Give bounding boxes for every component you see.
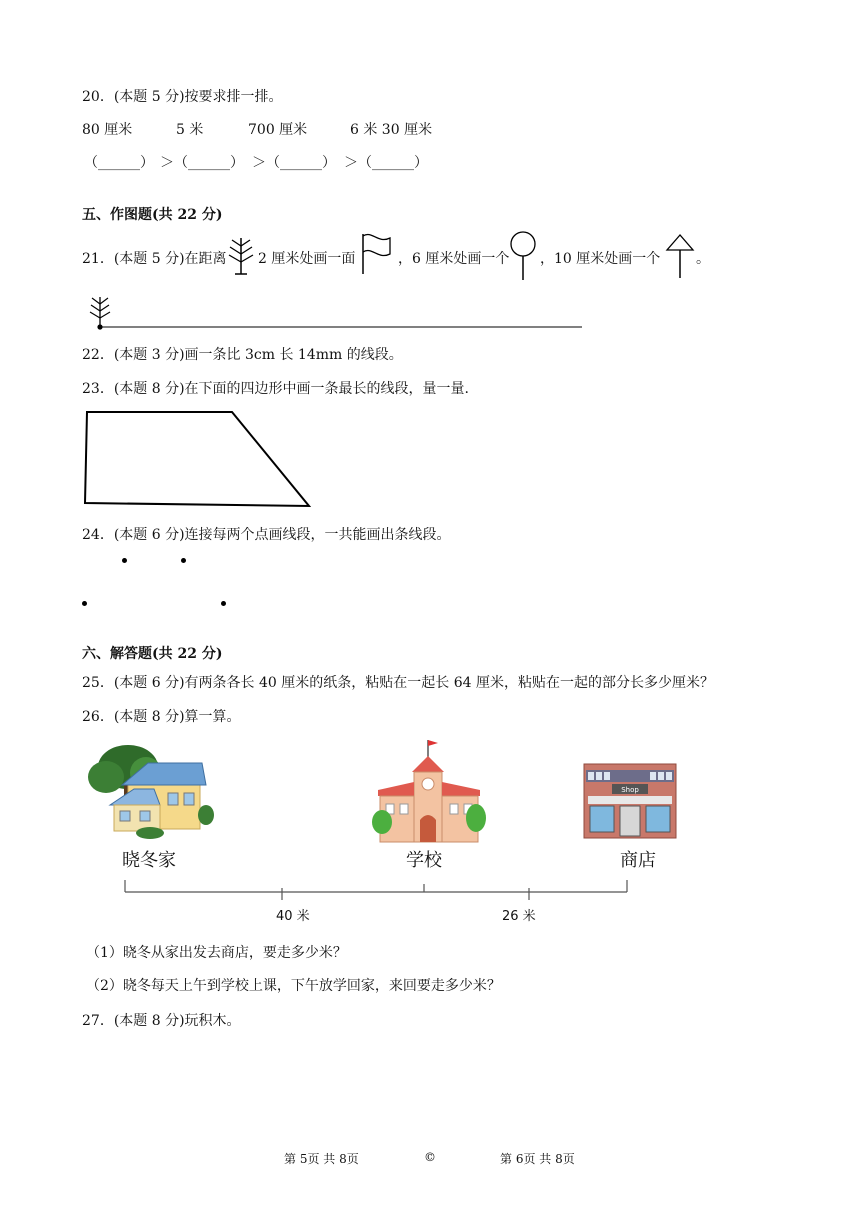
length-item-3: 700 厘米 [248,122,308,138]
quadrilateral[interactable] [84,410,314,510]
question-26-sub-2: （2）晓冬每天上午到学校上课，下午放学回家，来回要走多少米？ [86,978,501,994]
house-illustration [84,745,216,841]
drawing-line[interactable] [84,294,590,334]
place-label-school: 学校 [406,850,442,871]
question-21-text-4: ，10 厘米处画一个 [540,251,661,267]
triangle-sign-icon [664,232,696,280]
answer-blank-3[interactable]: ＞（______） [252,155,336,171]
school-illustration [372,738,488,844]
distance-school-shop: 26 米 [502,909,536,924]
question-26-sub-1: （1）晓冬从家出发去商店，要走多少米？ [86,945,347,961]
point-1[interactable] [122,558,127,563]
question-24-title: 24．(本题 6 分)连接每两个点画线段，一共能画出条线段。 [82,527,451,543]
question-27-title: 27．(本题 8 分)玩积木。 [82,1013,241,1029]
question-21-text-2: 2 厘米处画一面 [258,251,356,267]
footer-page-left: 第 5页 共 8页 [284,1152,359,1166]
question-23-title: 23．(本题 8 分)在下面的四边形中画一条最长的线段，量一量. [82,381,469,397]
shop-sign-text: Shop [621,786,639,794]
length-item-1: 80 厘米 [82,122,133,138]
length-item-4: 6 米 30 厘米 [350,122,433,138]
point-3[interactable] [82,601,87,606]
place-label-home: 晓冬家 [122,850,176,871]
question-21-text-1: 21．(本题 5 分)在距离 [82,251,227,267]
question-21-text-5: 。 [696,251,710,267]
footer-copyright: © [424,1150,436,1164]
distance-brace [122,878,634,900]
answer-blank-2[interactable]: ＞（______） [160,155,244,171]
point-4[interactable] [221,601,226,606]
answer-blank-4[interactable]: ＞（______） [344,155,428,171]
flag-icon [360,232,396,276]
question-22-title: 22．(本题 3 分)画一条比 3cm 长 14mm 的线段。 [82,347,403,363]
question-21-text-3: ，6 厘米处画一个 [398,251,510,267]
length-item-2: 5 米 [176,122,204,138]
point-2[interactable] [181,558,186,563]
question-20-title: 20．(本题 5 分)按要求排一排。 [82,89,283,105]
question-25-title: 25．(本题 6 分)有两条各长 40 厘米的纸条，粘贴在一起长 64 厘米，粘贴在一起的部分长多少厘米？ [82,675,714,691]
place-label-shop: 商店 [620,850,656,871]
distance-home-school: 40 米 [276,909,310,924]
section-5-heading: 五、作图题(共 22 分) [82,207,223,223]
question-26-title: 26．(本题 8 分)算一算。 [82,709,241,725]
answer-blank-1[interactable]: （______） [84,155,154,171]
shop-illustration [582,762,678,840]
tree-icon [226,236,256,278]
section-6-heading: 六、解答题(共 22 分) [82,646,223,662]
footer-page-right: 第 6页 共 8页 [500,1152,575,1166]
round-sign-icon [506,230,540,282]
